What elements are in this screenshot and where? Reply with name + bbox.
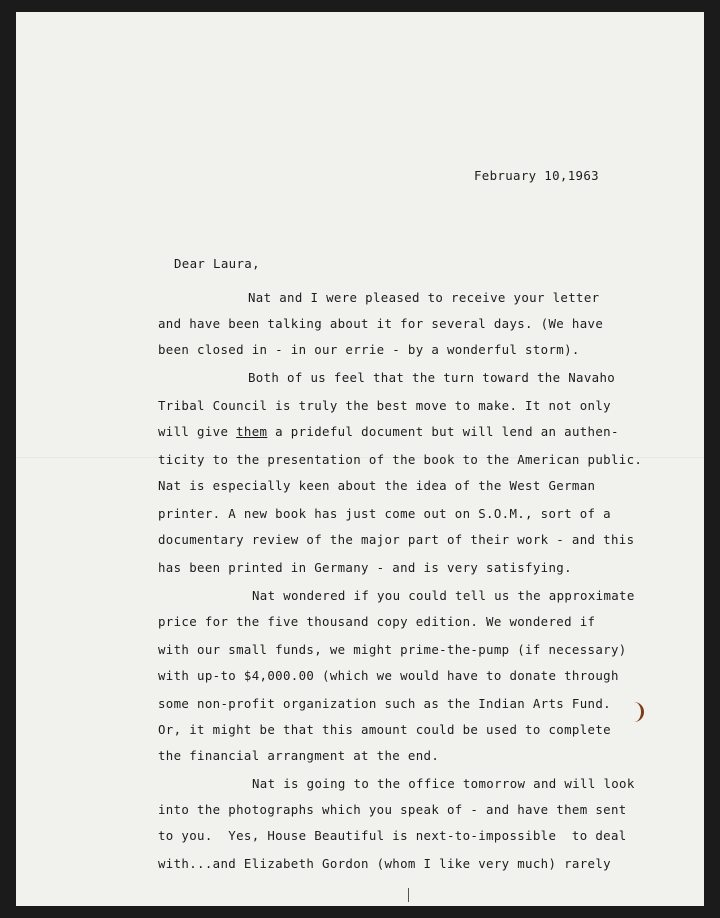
letter-line: and have been talking about it for several days. (We have (158, 316, 604, 331)
emphasized-word: them (236, 424, 268, 439)
letter-line: price for the five thousand copy edition. We wondered if (158, 614, 596, 629)
letter-date: February 10,1963 (474, 168, 599, 183)
letter-line: Both of us feel that the turn toward the Navaho (248, 370, 616, 385)
letter-line: into the photographs which you speak of - and have them sent (158, 802, 627, 817)
letter-line: with up-to $4,000.00 (which we would have to donate through (158, 668, 619, 683)
letter-line-part: will give (158, 424, 237, 439)
letter-line: been closed in - in our errie - by a wonderful storm). (158, 342, 580, 357)
letter-line-with-emphasis (158, 424, 619, 439)
letter-line: Tribal Council is truly the best move to make. It not only (158, 398, 611, 413)
letter-line: Or, it might be that this amount could be used to complete (158, 722, 611, 737)
letter-page (16, 12, 704, 906)
page-mark (408, 888, 409, 902)
letter-line: some non-profit organization such as the Indian Arts Fund. (158, 696, 611, 711)
letter-line: the financial arrangment at the end. (158, 748, 440, 763)
letter-line: with...and Elizabeth Gordon (whom I like very much) rarely (158, 856, 611, 871)
letter-line: printer. A new book has just come out on S.O.M., sort of a (158, 506, 611, 521)
letter-line: documentary review of the major part of their work - and this (158, 532, 635, 547)
letter-line: Nat is going to the office tomorrow and will look (252, 776, 635, 791)
letter-line-part: a prideful document but will lend an authen- (267, 424, 619, 439)
letter-line: Nat and I were pleased to receive your letter (248, 290, 600, 305)
letter-salutation: Dear Laura, (174, 256, 260, 271)
letter-line: ticity to the presentation of the book to the American public. (158, 452, 643, 467)
letter-line: Nat is especially keen about the idea of the West German (158, 478, 596, 493)
letter-line: with our small funds, we might prime-the-pump (if necessary) (158, 642, 627, 657)
handwritten-bracket-mark (633, 702, 644, 722)
letter-line: Nat wondered if you could tell us the approximate (252, 588, 635, 603)
letter-line: has been printed in Germany - and is very satisfying. (158, 560, 572, 575)
letter-line: to you. Yes, House Beautiful is next-to-impossible to deal (158, 828, 627, 843)
